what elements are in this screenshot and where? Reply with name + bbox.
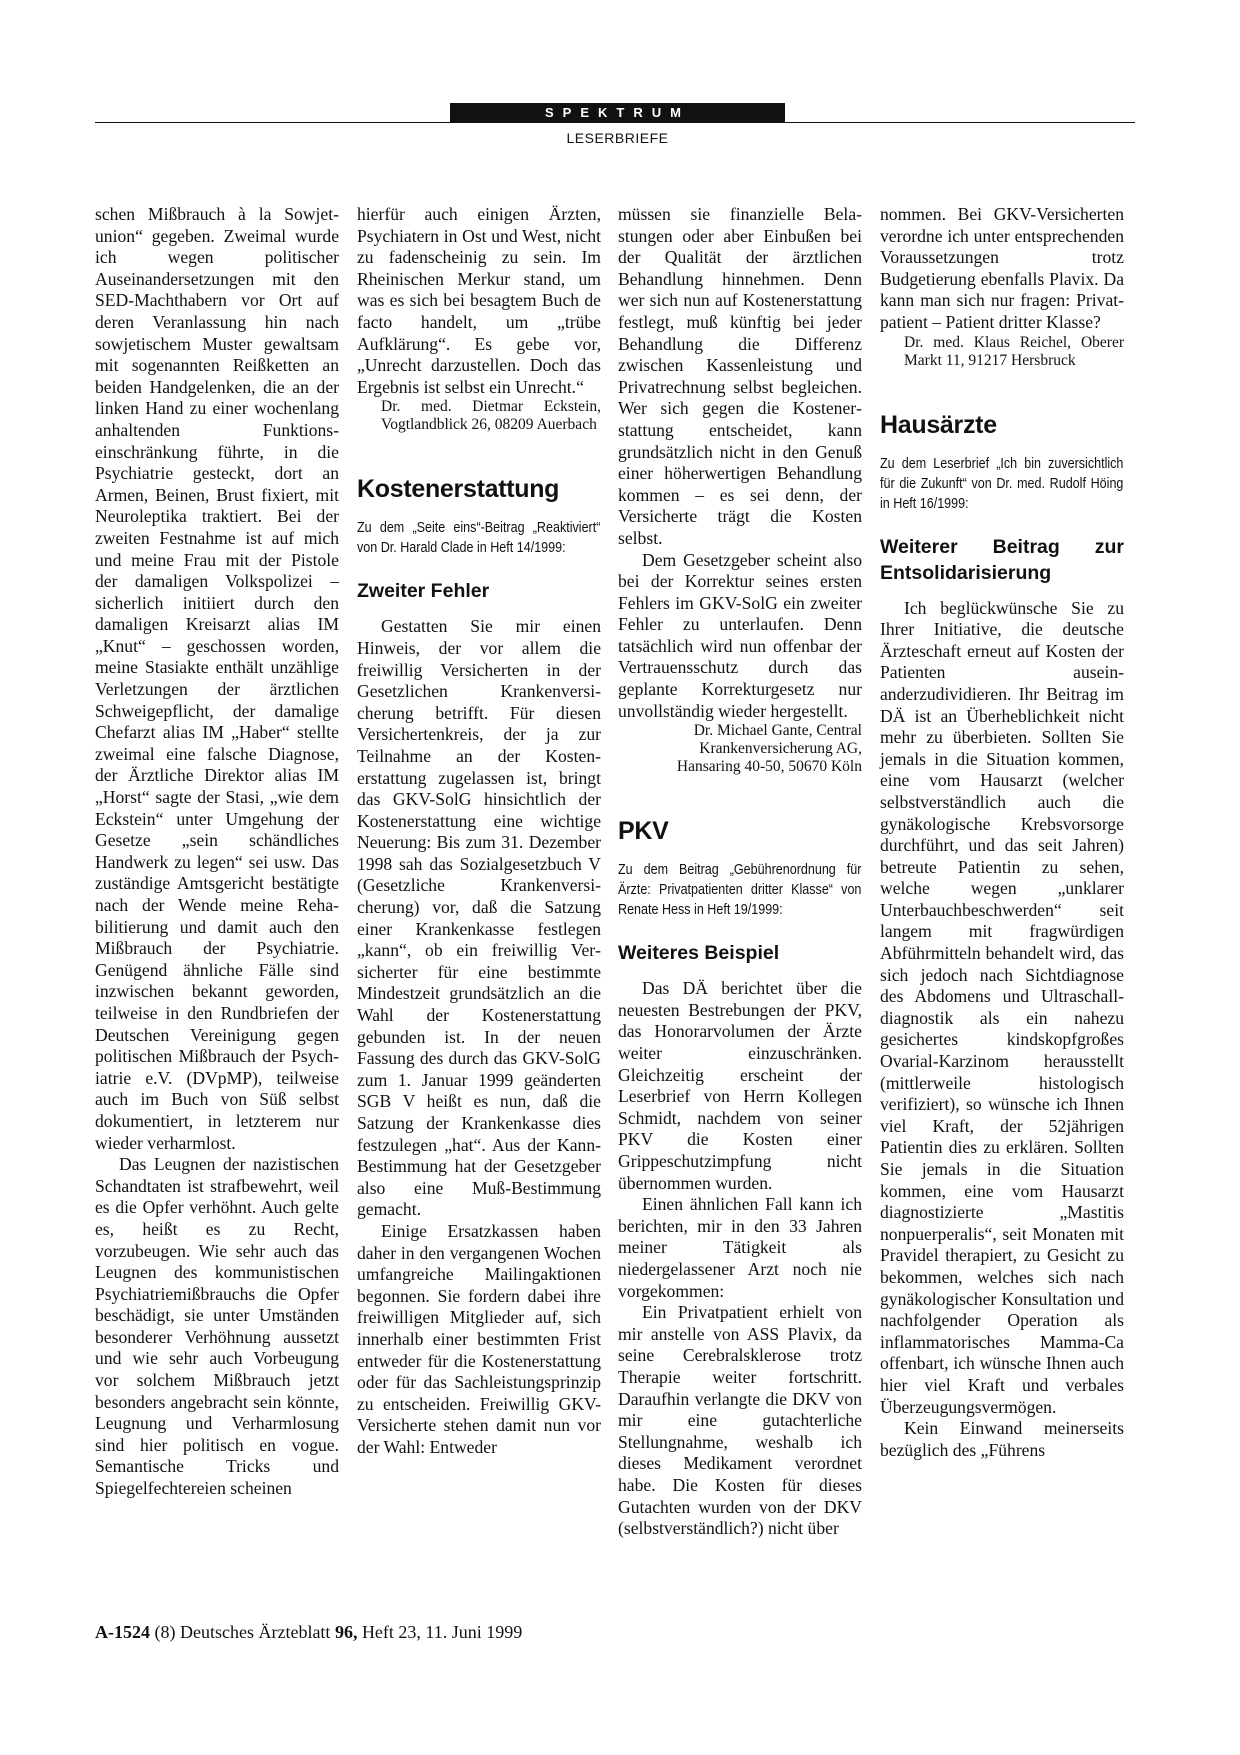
column-3 xyxy=(618,204,862,1540)
footer-issue: Heft 23, 11. Juni 1999 xyxy=(361,1622,523,1642)
paragraph: Ein Privatpatient erhielt von mir anstelle von ASS Plavix, da seine Cerebralsklerose trotz Therapie weiter fortschritt. Daraufhin verlangte die DKV von mir eine gutachterliche Stellungnahme, weshalb ich dieses Medikament verordnet habe. Die Kosten für dieses Gutachten wurden von der DKV (selbstverständlich?) nicht über xyxy=(618,1302,862,1539)
subsection-title: LESERBRIEFE xyxy=(566,130,669,146)
paragraph: Einen ähnlichen Fall kann ich berichten, mir in den 33 Jahren meiner Tätigkeit als niedergelassener Arzt noch nie vorgekommen: xyxy=(618,1194,862,1301)
paragraph: Gestatten Sie mir einen Hinweis, der vor allem die freiwillig Versicherten in der Gesetzlichen Krankenversicherung betrifft. Für diesen Versichertenkreis, der ja zur Teilnahme an der Kostenerstattung zugelassen ist, bringt das GKV-SolG hinsichtlich der Kostenerstattung eine wichtige Neuerung: Bis zum 31. Dezember 1998 sah das Sozialgesetzbuch V (Gesetzliche Krankenversicherung) vor, daß die Satzung einer Krankenkasse festlegen „kann“, ob ein freiwillig Versicherter für eine bestimmte Mindestzeit grundsätzlich an die Wahl der Kostenerstattung gebunden ist. In der neuen Fassung des durch das GKV-SolG zum 1. Januar 1999 geänderten SGB V heißt es nun, daß die Satzung der Krankenkasse dies festzulegen „hat“. Aus der Kann-Bestimmung hat der Gesetzgeber also eine Muß-Bestimmung gemacht. xyxy=(357,616,601,1220)
article-intro: Zu dem Leserbrief „Ich bin zuversichtlich für die Zukunft“ von Dr. med. Rudolf Höing in Heft 16/1999: xyxy=(880,455,1124,512)
page-footer xyxy=(95,1622,522,1643)
paragraph: Dem Gesetzgeber scheint also bei der Korrektur seines ersten Fehlers im GKV-SolG ein zweiter Fehler zu unterlaufen. Denn tatsächlich wird nun offenbar der Vertrauensschutz durch das geplante Korrekturgesetz nur unvollständig wieder hergestellt. xyxy=(618,549,862,721)
page-code: A-1524 xyxy=(95,1622,150,1642)
paragraph: Einige Ersatzkassen haben daher in den vergangenen Wochen umfangreiche Mailingaktionen begonnen. Sie fordern dabei ihre freiwilligen Mitglieder auf, sich innerhalb einer bestimmten Frist entweder für die Kostenerstattung oder für das Sachleistungsprinzip zu entscheiden. Freiwillig GKV-Versicherte stehen damit nun vor der Wahl: Entweder xyxy=(357,1220,601,1457)
section-banner: SPEKTRUM xyxy=(450,103,785,123)
author-signature: Dr. med. Klaus Reichel, Oberer Markt 11, 91217 Hersbruck xyxy=(904,333,1124,369)
paragraph: hierfür auch einigen Ärzten, Psychiatern in Ost und West, nicht zu fadenscheinig zu sein. Im Rheinischen Merkur stand, um was es sich bei besagtem Buch de facto handelt, um „trübe Aufklärung“. Es gebe vor, „Unrecht darzustellen. Doch das Ergebnis ist selbst ein Unrecht.“ xyxy=(357,204,601,397)
letter-heading: Weiterer Beitrag zur Entsolidarisierung xyxy=(880,535,1124,584)
column-2 xyxy=(357,204,601,1459)
article-heading: PKV xyxy=(618,817,669,846)
column-1 xyxy=(95,204,339,1500)
letter-heading: Zweiter Fehler xyxy=(357,580,490,603)
paragraph: Das DÄ berichtet über die neuesten Bestrebungen der PKV, das Honorarvolumen der Ärzte weiter einzuschränken. Gleichzeitig erscheint der Leserbrief von Herrn Kollegen Schmidt, nachdem von seiner PKV die Kosten einer Grippeschutzimpfung nicht übernommen wurden. xyxy=(618,978,862,1193)
author-signature: Dr. med. Dietmar Eckstein, Vogtlandblick 26, 08209 Auerbach xyxy=(381,398,601,434)
article-intro: Zu dem Beitrag „Gebührenordnung für Ärzte: Privatpatienten dritter Klasse“ von Renate Hess in Heft 19/1999: xyxy=(618,862,862,919)
paragraph: Kein Einwand meinerseits bezüglich des „Führens xyxy=(880,1418,1124,1460)
article-heading: Hausärzte xyxy=(880,410,997,439)
paragraph: schen Mißbrauch à la Sowjetunion“ gegeben. Zweimal wurde ich wegen politischer Auseinandersetzungen mit den SED-Machthabern vor Ort auf deren Veranlassung hin nach sowjetischem Muster gewaltsam mit sogenannten Reißketten an beiden Handgelenken, die an der linken Hand zu einer wochenlang anhaltenden Funktionseinschränkung führte, in die Psychiatrie gesteckt, dort an Armen, Beinen, Brust fixiert, mit Neuroleptika traktiert. Bei der zweiten Festnahme ist auf mich und meine Frau mit der Pistole der damaligen Volkspolizei – sicherlich initiiert durch den damaligen Kreisarzt alias IM „Knut“ – geschossen worden, meine Stasiakte enthält unzählige Verletzungen der ärztlichen Schweigepflicht, der damalige Chefarzt alias IM „Haber“ stellte zweimal eine falsche Diagnose, der Ärztliche Direktor alias IM „Horst“ sagte der Stasi, „wie dem Eckstein“ unter Umgehung der Gesetze „sein schändliches Handwerk zu legen“ sei usw. Das zuständige Amtsgericht bestätigte nach der Wende meine Rehabilitierung und damit auch den Mißbrauch der Psychiatrie. Genügend ähnliche Fälle sind inzwischen bekannt geworden, teilweise in den Rundbriefen der Deutschen Vereinigung gegen politischen Mißbrauch der Psychiatrie e.V. (DVpMP), teilweise auch im Buch von Süß selbst dokumentiert, in letzterem nur wieder verharmlost. xyxy=(95,204,339,1153)
article-intro: Zu dem „Seite eins“-Beitrag „Reaktiviert“ von Dr. Harald Clade in Heft 14/1999: xyxy=(357,520,601,557)
paragraph: Ich beglückwünsche Sie zu Ihrer Initiative, die deutsche Ärzteschaft erneut auf Kosten der Patienten auseinanderzudividieren. Ihr Beitrag im DÄ ist an Überheblichkeit nicht mehr zu überbieten. Sollten Sie jemals in die Situation kommen, eine vom Hausarzt (welcher selbstverständlich auch die gynäkologische Krebsvorsorge durchführt, und das seit Jahren) betreute Patientin zu sehen, welche wegen „unklarer Unterbauchbeschwerden“ seit langem mit fragwürdigen Abführmitteln behandelt wird, das sich jedoch nach Sichtdiagnose des Abdomens und Ultraschalldiagnostik als ein nahezu gesichertes kindskopfgroßes Ovarial-Karzinom herausstellt (mittlerweile histologisch verifiziert), so wünsche ich Ihnen viel Kraft, der 52jährigen Patientin dies zu erklären. Sollten Sie jemals in die Situation kommen, eine vom Hausarzt diagnostizierte „Mastitis nonpuerperalis“, seit Monaten mit Pravidel therapiert, zu Gesicht zu bekommen, welches sich nach gynäkologischer Konsultation und nachfolgender Operation als inflammatorisches Mamma-Ca offenbart, ich wünsche Ihnen auch hier viel Kraft und verbales Überzeugungsvermögen. xyxy=(880,597,1124,1417)
paragraph: Das Leugnen der nazistischen Schandtaten ist strafbewehrt, weil es die Opfer verhöhnt. Auch gelte es, heißt es zu Recht, vorzubeugen. Wie sehr auch das Leugnen des kommunistischen Psychiatriemißbrauchs die Opfer beschädigt, sie unter Umständen besonderer Verhöhnung aussetzt und wie sehr auch Vorbeugung vor solchem Mißbrauch jetzt besonders angebracht sein könnte, Leugnung und Verharmlosung sind hier politisch en vogue. Semantische Tricks und Spiegelfechtereien scheinen xyxy=(95,1154,339,1499)
letter-heading: Weiteres Beispiel xyxy=(618,942,780,965)
footer-volume: 96, xyxy=(334,1622,358,1642)
column-4 xyxy=(880,204,1124,1461)
author-signature: Dr. Michael Gante, Central Krankenversicherung AG, Hansaring 40-50, 50670 Köln xyxy=(676,722,862,776)
paragraph: nommen. Bei GKV-Versicherten verordne ich unter entsprechenden Voraussetzungen trotz Budgetierung ebenfalls Plavix. Da kann man sich nur fragen: Privatpatient – Patient dritter Klasse? xyxy=(880,204,1124,332)
article-heading: Kostenerstattung xyxy=(357,475,560,504)
paragraph: müssen sie finanzielle Belastungen oder aber Einbußen bei der Qualität der ärztlichen Behandlung hinnehmen. Denn wer sich nun auf Kostenerstattung festlegt, muß künftig bei jeder Behandlung die Differenz zwischen Kassenleistung und Privatrechnung selbst begleichen. Wer sich gegen die Kostenerstattung entscheidet, kann grundsätzlich nicht in den Genuß einer höherwertigen Behandlung kommen – es sei denn, der Versicherte trägt die Kosten selbst. xyxy=(618,204,862,548)
footer-publication: (8) Deutsches Ärzteblatt xyxy=(154,1622,331,1642)
